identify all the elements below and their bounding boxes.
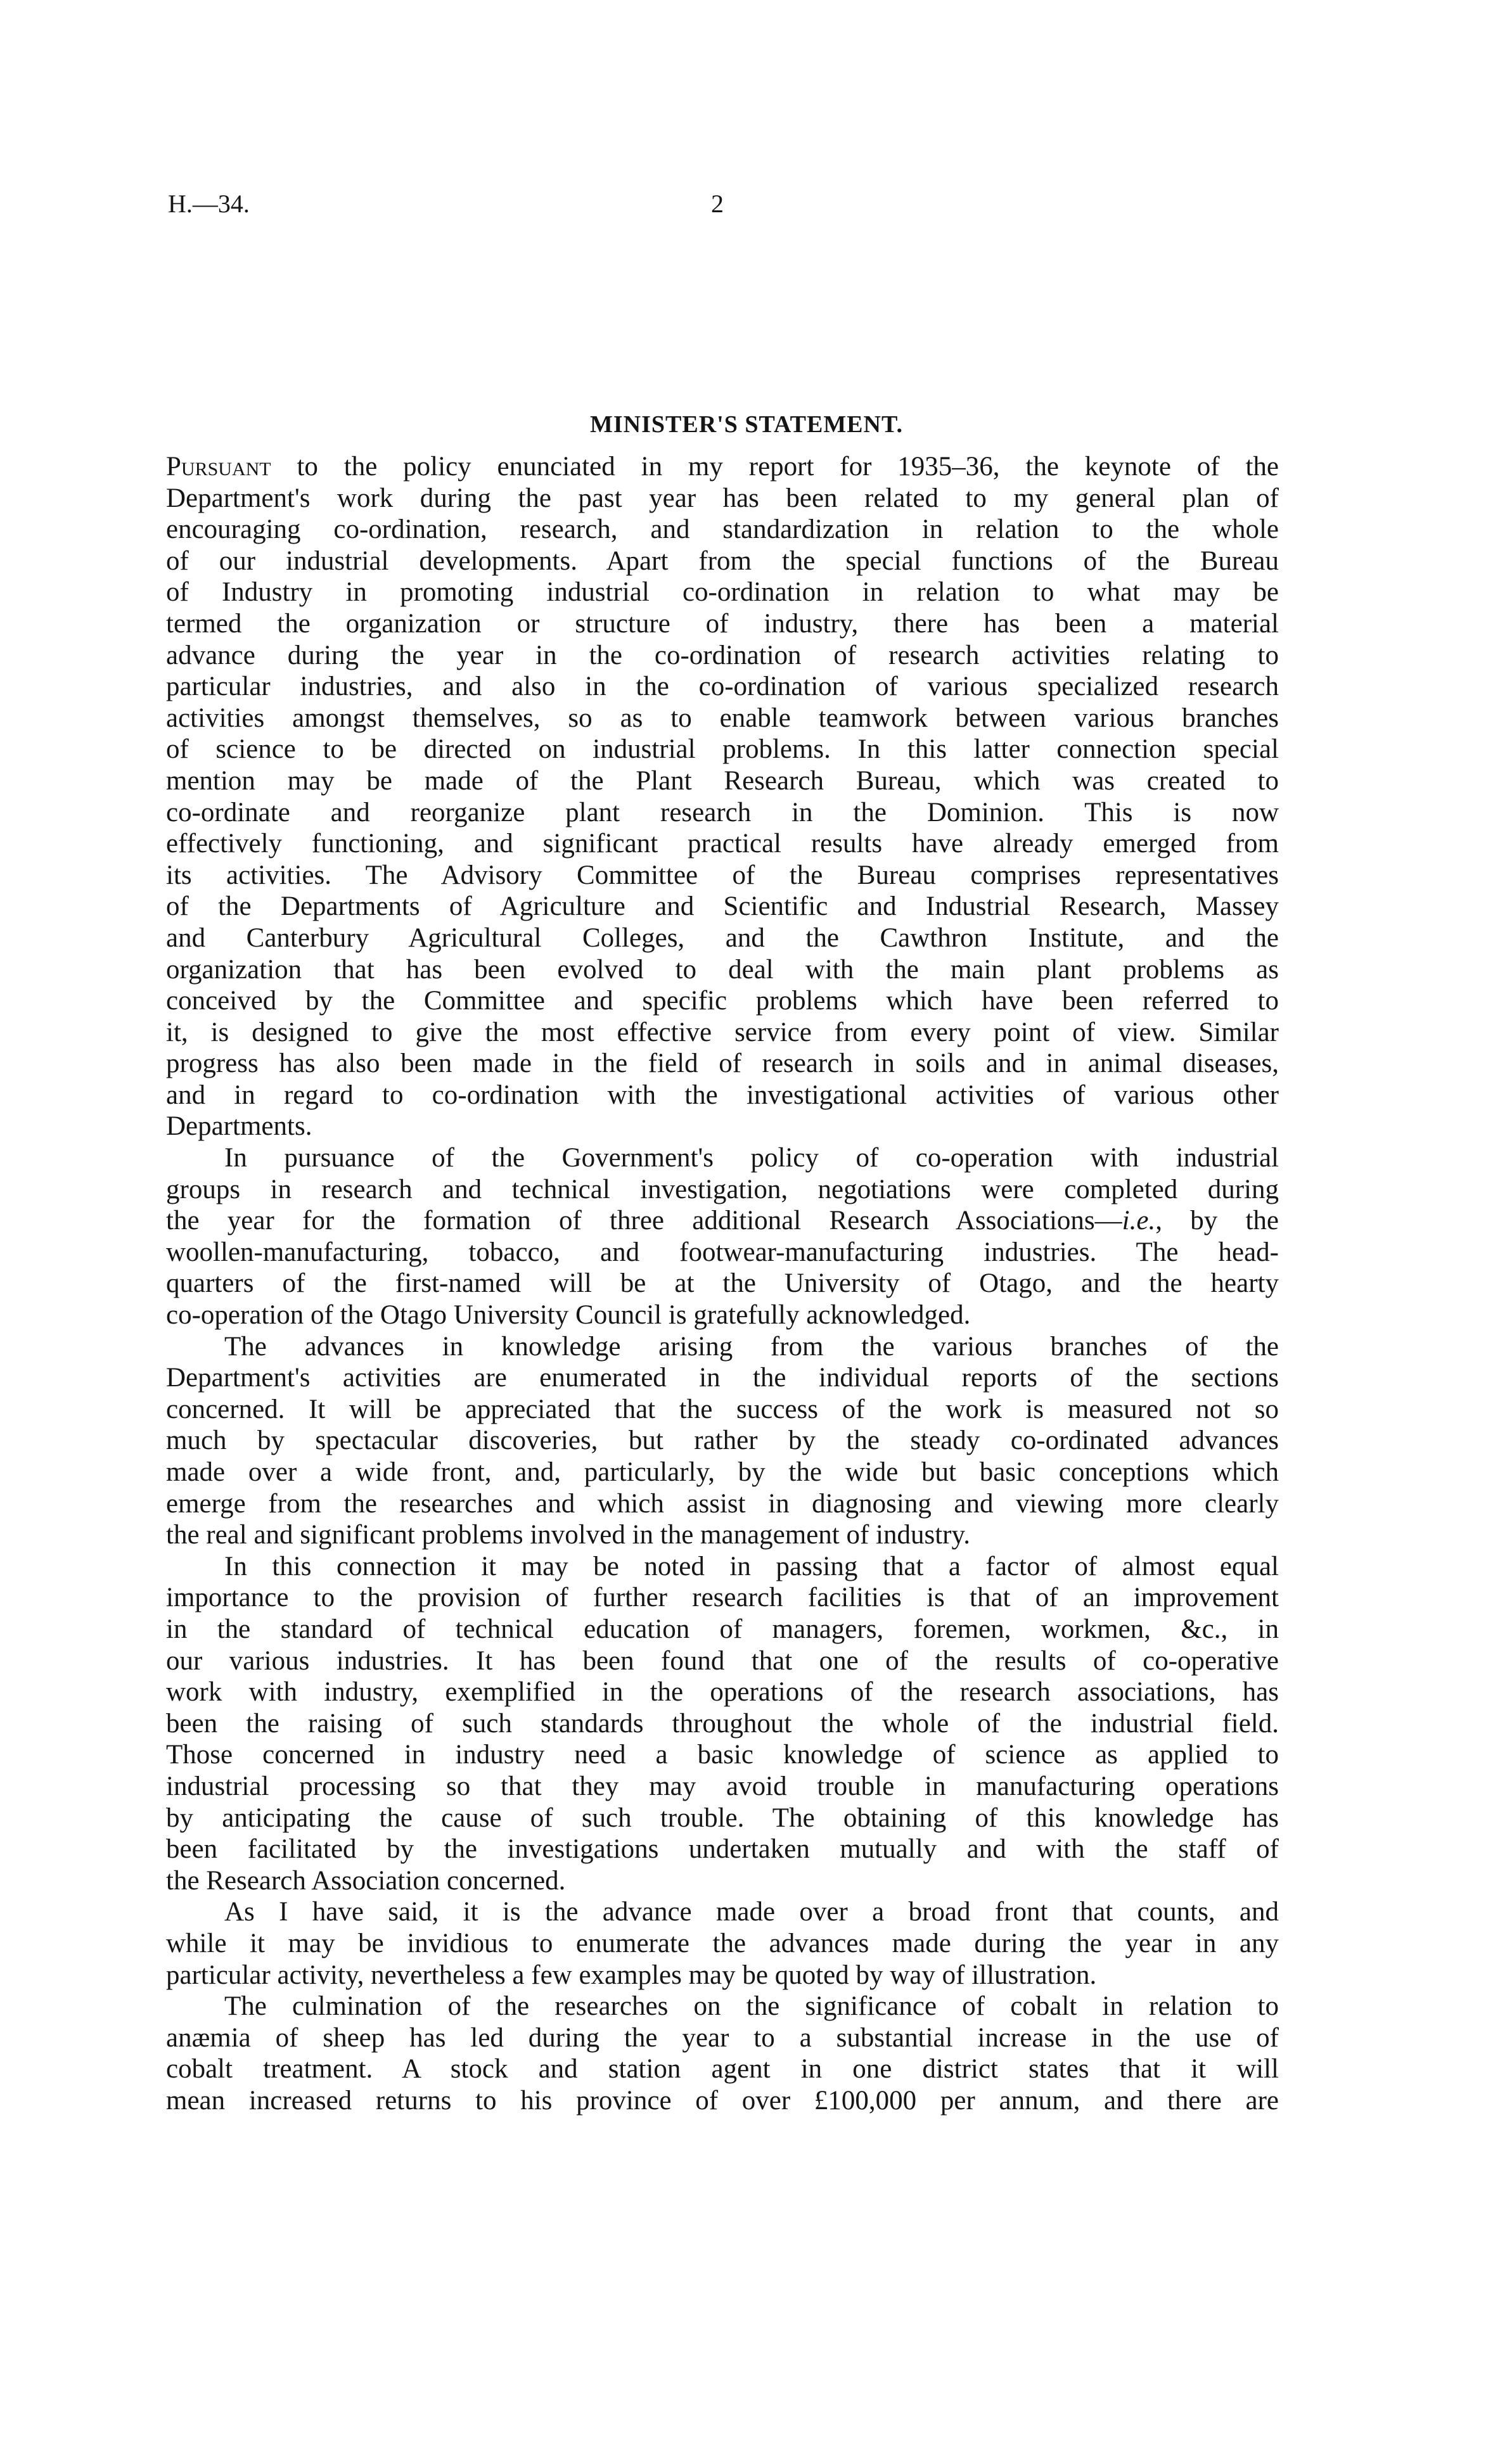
text-line: In this connection it may be noted in passing that a factor of almost equal	[224, 1551, 1279, 1581]
text-line: woollen-manufacturing, tobacco, and footwear-manufacturing industries. The head-	[166, 1237, 1279, 1267]
text-line: anæmia of sheep has led during the year to a substantial increase in the use of	[166, 2022, 1279, 2053]
paragraph	[166, 1331, 1279, 1551]
text-line: In pursuance of the Government's policy of co-operation with industrial	[224, 1143, 1279, 1173]
paragraph	[166, 1551, 1279, 1897]
text-line	[166, 451, 1279, 483]
text-line: Those concerned in industry need a basic knowledge of science as applied to	[166, 1740, 1279, 1770]
text-line: while it may be invidious to enumerate the advances made during the year in any	[166, 1928, 1279, 1958]
text-line: organization that has been evolved to deal with the main plant problems as	[166, 954, 1279, 985]
text-line: by anticipating the cause of such trouble. The obtaining of this knowledge has	[166, 1803, 1279, 1833]
text-line	[166, 1205, 1279, 1237]
text-line: work with industry, exemplified in the operations of the research associations, has	[166, 1677, 1279, 1708]
italic-text: i.e.	[1122, 1206, 1156, 1236]
text-line: effectively functioning, and significant practical results have already emerged from	[166, 829, 1279, 859]
text-line: in the standard of technical education of managers, foremen, workmen, &c., in	[166, 1614, 1279, 1644]
text-line: mean increased returns to his province of over £100,000 per annum, and there are	[166, 2085, 1279, 2116]
text-line: emerge from the researches and which assist in diagnosing and viewing more clearly	[166, 1488, 1279, 1519]
text-line: The advances in knowledge arising from the various branches of the	[224, 1331, 1279, 1362]
text-line: activities amongst themselves, so as to enable teamwork between various branches	[166, 703, 1279, 733]
text-line: cobalt treatment. A stock and station agent in one district states that it will	[166, 2054, 1279, 2084]
text-line: the Research Association concerned.	[166, 1865, 566, 1896]
text-line: much by spectacular discoveries, but rather by the steady co-ordinated advances	[166, 1426, 1279, 1456]
paragraph	[166, 1142, 1279, 1331]
text-line: it, is designed to give the most effective service from every point of view. Similar	[166, 1017, 1279, 1047]
text-line: The culmination of the researches on the significance of cobalt in relation to	[224, 1991, 1279, 2022]
text-line: and in regard to co-ordination with the investigational activities of various other	[166, 1080, 1279, 1110]
text-line: industrial processing so that they may avoid trouble in manufacturing operations	[166, 1771, 1279, 1801]
text-segment: the year for the formation of three additional Research Associations—	[166, 1206, 1122, 1236]
text-line: progress has also been made in the field of research in soils and in animal diseases,	[166, 1049, 1279, 1079]
document-reference: H.—34.	[168, 189, 250, 218]
text-line: Departments.	[166, 1111, 312, 1142]
paragraph	[166, 1991, 1279, 2116]
text-line: made over a wide front, and, particularly, by the wide but basic conceptions which	[166, 1457, 1279, 1487]
text-line: been facilitated by the investigations undertaken mutually and with the staff of	[166, 1834, 1279, 1865]
text-line: its activities. The Advisory Committee of the Bureau comprises representatives	[166, 860, 1279, 890]
text-line: quarters of the first-named will be at the University of Otago, and the hearty	[166, 1268, 1279, 1299]
text-line: encouraging co-ordination, research, and standardization in relation to the whole	[166, 514, 1279, 545]
text-line: concerned. It will be appreciated that the success of the work is measured not so	[166, 1394, 1279, 1424]
text-line: particular industries, and also in the co-ordination of various specialized research	[166, 672, 1279, 702]
text-line: Department's activities are enumerated in the individual reports of the sections	[166, 1363, 1279, 1393]
text-line: particular activity, nevertheless a few examples may be quoted by way of illustration.	[166, 1960, 1097, 1990]
text-line: advance during the year in the co-ordination of research activities relating to	[166, 640, 1279, 670]
statement-body	[166, 451, 1279, 2116]
text-line: and Canterbury Agricultural Colleges, and the Cawthron Institute, and the	[166, 922, 1279, 953]
small-caps-lead: Pursuant	[166, 452, 271, 482]
text-segment: , by the	[1155, 1206, 1279, 1236]
text-line: our various industries. It has been found that one of the results of co-operative	[166, 1645, 1279, 1676]
paragraph	[166, 1896, 1279, 1991]
text-line: conceived by the Committee and specific problems which have been referred to	[166, 986, 1279, 1016]
text-line: of the Departments of Agriculture and Scientific and Industrial Research, Massey	[166, 891, 1279, 922]
text-line: As I have said, it is the advance made over a broad front that counts, and	[224, 1897, 1279, 1927]
text-line: co-operation of the Otago University Council is gratefully acknowledged.	[166, 1300, 971, 1331]
paragraph	[166, 451, 1279, 1142]
text-line: the real and significant problems involved in the management of industry.	[166, 1520, 970, 1550]
text-line: co-ordinate and reorganize plant research in the Dominion. This is now	[166, 797, 1279, 827]
text-line: groups in research and technical investigation, negotiations were completed during	[166, 1174, 1279, 1204]
text-segment: to the policy enunciated in my report for 1935–36, the keynote of the	[271, 452, 1279, 482]
text-line: mention may be made of the Plant Research Bureau, which was created to	[166, 765, 1279, 796]
text-line: of our industrial developments. Apart from the special functions of the Bureau	[166, 546, 1279, 576]
text-line: of science to be directed on industrial problems. In this latter connection special	[166, 734, 1279, 765]
page-number: 2	[711, 189, 724, 218]
text-line: Department's work during the past year has been related to my general plan of	[166, 483, 1279, 513]
text-line: of Industry in promoting industrial co-ordination in relation to what may be	[166, 577, 1279, 608]
text-line: importance to the provision of further research facilities is that of an improvement	[166, 1583, 1279, 1613]
text-line: termed the organization or structure of industry, there has been a material	[166, 608, 1279, 639]
text-line: been the raising of such standards throughout the whole of the industrial field.	[166, 1708, 1279, 1739]
page-title: MINISTER'S STATEMENT.	[590, 411, 903, 438]
